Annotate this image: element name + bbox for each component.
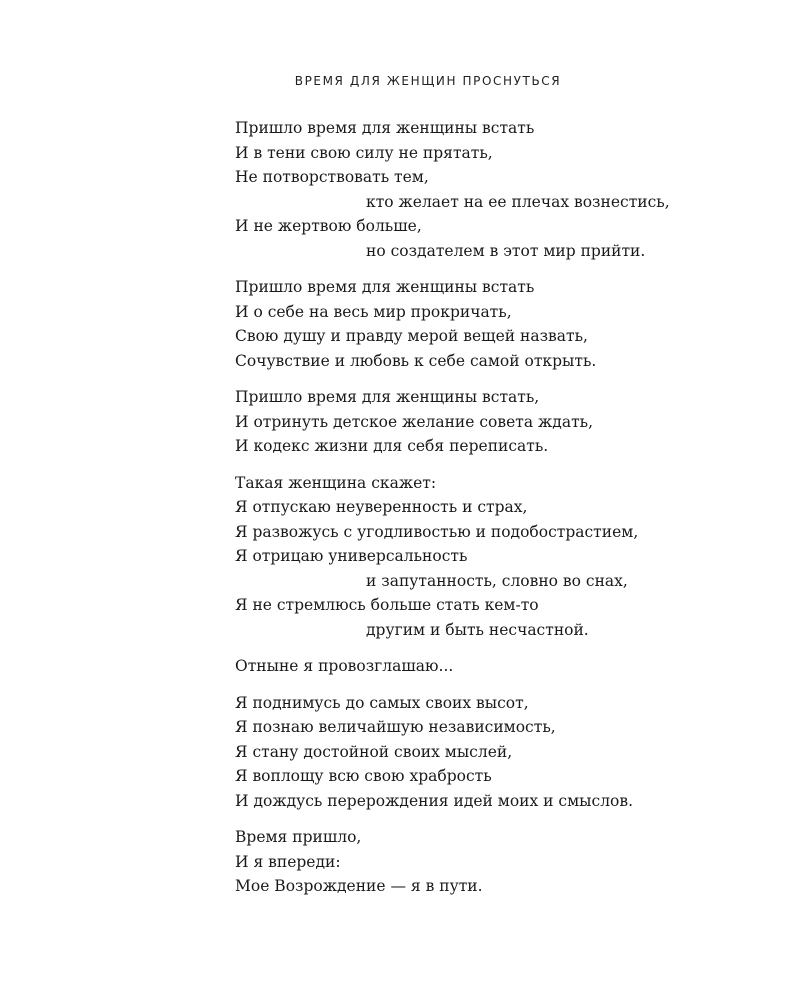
poem-line: Мое Возрождение — я в пути. xyxy=(235,877,483,895)
poem-line: Сочувствие и любовь к себе самой открыть. xyxy=(235,351,597,370)
poem-line: Я воплощу всю свою храбрость xyxy=(235,767,492,785)
poem-line: И отринуть детское желание совета ждать, xyxy=(235,412,594,431)
poem-line: И я впереди: xyxy=(235,852,341,871)
poem-line: кто желает на ее плечах вознестись, xyxy=(366,192,670,211)
poem-line: И кодекс жизни для себя переписать. xyxy=(235,437,549,455)
poem-line: И не жертвою больше, xyxy=(235,217,422,235)
poem-line: Я поднимусь до самых своих высот, xyxy=(235,693,529,712)
poem-stanza xyxy=(235,825,755,899)
poem-line: Я развожусь с угодливостью и подобострастием, xyxy=(235,522,639,541)
poem-stanza xyxy=(235,654,755,679)
poem-line: Время пришло, xyxy=(235,828,362,846)
poem-line: И в тени свою силу не прятать, xyxy=(235,143,493,162)
poem-line: Отныне я провозглашаю... xyxy=(235,657,454,675)
poem-line: и запутанность, словно во снах, xyxy=(366,571,628,590)
poem-line: Пришло время для женщины встать xyxy=(235,119,535,137)
poem-stanza xyxy=(235,691,755,814)
poem-line: Пришло время для женщины встать, xyxy=(235,388,540,406)
poem-body xyxy=(235,116,755,911)
poem-line: Я отпускаю неуверенность и страх, xyxy=(235,498,528,516)
poem-stanza xyxy=(235,116,755,263)
poem-line: Я не стремлюсь больше стать кем-то xyxy=(235,596,539,614)
poem-line: Свою душу и правду мерой вещей назвать, xyxy=(235,327,588,345)
poem-line: Я отрицаю универсальность xyxy=(235,547,468,565)
poem-line: Пришло время для женщины встать xyxy=(235,278,535,296)
poem-stanza xyxy=(235,275,755,373)
poem-line: Я познаю величайшую независимость, xyxy=(235,718,556,736)
poem-stanza xyxy=(235,385,755,459)
running-head-title: ВРЕМЯ ДЛЯ ЖЕНЩИН ПРОСНУТЬСЯ xyxy=(294,74,562,88)
poem-line: И дождусь перерождения идей моих и смыслов. xyxy=(235,791,634,810)
poem-line: И о себе на весь мир прокричать, xyxy=(235,302,512,321)
poem-line: но создателем в этот мир прийти. xyxy=(366,241,646,260)
poem-line: Такая женщина скажет: xyxy=(235,473,437,492)
poem-line: Я стану достойной своих мыслей, xyxy=(235,742,513,761)
poem-line: Не потворствовать тем, xyxy=(235,168,429,186)
poem-stanza xyxy=(235,471,755,643)
poem-line: другим и быть несчастной. xyxy=(366,620,589,639)
